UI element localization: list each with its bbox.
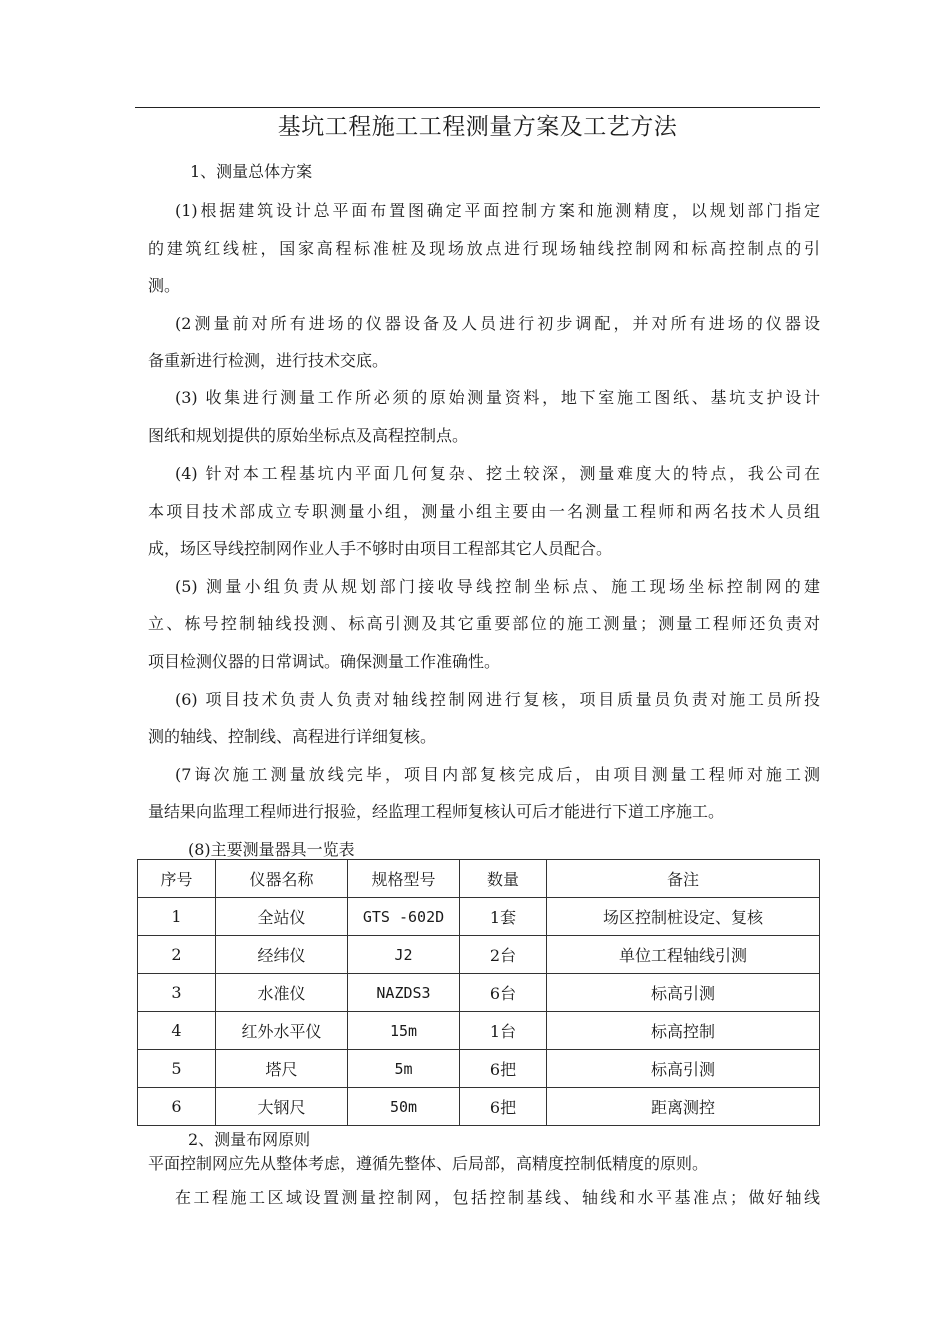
table-cell: 4 <box>138 1012 216 1050</box>
table-cell: 1套 <box>460 898 547 936</box>
paragraph-7-line-1: (7诲次施工测量放线完毕，项目内部复核完成后，由项目测量工程师对施工测 <box>175 765 820 784</box>
table-cell: 1台 <box>460 1012 547 1050</box>
paragraph-5-line-2: 立、栋号控制轴线投测、标高引测及其它重要部位的施工测量；测量工程师还负责对 <box>148 614 820 633</box>
table-cell: 50m <box>348 1088 460 1126</box>
table-header-cell: 数量 <box>460 860 547 898</box>
paragraph-3-line-2: 图纸和规划提供的原始坐标点及高程控制点。 <box>148 426 469 445</box>
table-header-cell: 规格型号 <box>348 860 460 898</box>
paragraph-1-line-1: (1)根据建筑设计总平面布置图确定平面控制方案和施测精度，以规划部门指定 <box>175 201 820 220</box>
paragraph-4-line-2: 本项目技术部成立专职测量小组，测量小组主要由一名测量工程师和两名技术人员组 <box>148 502 820 521</box>
table-cell: 大钢尺 <box>216 1088 348 1126</box>
paragraph-5-line-3: 项目检测仪器的日常调试。确保测量工作准确性。 <box>148 652 501 671</box>
table-cell: NAZDS3 <box>348 974 460 1012</box>
table-cell: 1 <box>138 898 216 936</box>
table-cell: 场区控制桩设定、复核 <box>547 898 820 936</box>
paragraph-4-line-1: (4) 针对本工程基坑内平面几何复杂、挖土较深，测量难度大的特点，我公司在 <box>175 464 820 483</box>
table-cell: 标高控制 <box>547 1012 820 1050</box>
section-heading-1: 1、测量总体方案 <box>190 162 313 181</box>
paragraph-2-line-2: 备重新进行检测，进行技术交底。 <box>148 351 389 370</box>
table-row <box>138 898 820 936</box>
table-cell: GTS -602D <box>348 898 460 936</box>
section-2-paragraph-1: 平面控制网应先从整体考虑，遵循先整体、后局部，高精度控制低精度的原则。 <box>148 1154 709 1173</box>
table-cell: 2台 <box>460 936 547 974</box>
table-cell: 标高引测 <box>547 1050 820 1088</box>
paragraph-6-line-2: 测的轴线、控制线、高程进行详细复核。 <box>148 727 437 746</box>
table-cell: 15m <box>348 1012 460 1050</box>
table-cell: 单位工程轴线引测 <box>547 936 820 974</box>
table-cell: 2 <box>138 936 216 974</box>
table-row <box>138 974 820 1012</box>
table-cell: 5m <box>348 1050 460 1088</box>
section-heading-2: 2、测量布网原则 <box>188 1130 311 1149</box>
table-cell: 6 <box>138 1088 216 1126</box>
document-title: 基坑工程施工工程测量方案及工艺方法 <box>277 114 678 140</box>
table-row <box>138 1012 820 1050</box>
table-cell: 3 <box>138 974 216 1012</box>
paragraph-5-line-1: (5) 测量小组负责从规划部门接收导线控制坐标点、施工现场坐标控制网的建 <box>175 577 820 596</box>
table-cell: 全站仪 <box>216 898 348 936</box>
paragraph-3-line-1: (3) 收集进行测量工作所必须的原始测量资料，地下室施工图纸、基坑支护设计 <box>175 388 820 407</box>
table-cell: 红外水平仪 <box>216 1012 348 1050</box>
paragraph-1-line-2: 的建筑红线桩，国家高程标准桩及现场放点进行现场轴线控制网和标高控制点的引 <box>148 239 820 258</box>
table-cell: J2 <box>348 936 460 974</box>
table-cell: 经纬仪 <box>216 936 348 974</box>
paragraph-2-line-1: (2测量前对所有进场的仪器设备及人员进行初步调配，并对所有进场的仪器设 <box>175 314 820 333</box>
table-cell: 塔尺 <box>216 1050 348 1088</box>
table-row <box>138 1088 820 1126</box>
table-cell: 水准仪 <box>216 974 348 1012</box>
table-header-cell: 备注 <box>547 860 820 898</box>
section-2-paragraph-2: 在工程施工区域设置测量控制网，包括控制基线、轴线和水平基准点；做好轴线 <box>175 1188 820 1207</box>
table-row <box>138 936 820 974</box>
table-header-row <box>138 860 820 898</box>
table-header-cell: 仪器名称 <box>216 860 348 898</box>
table-header-cell: 序号 <box>138 860 216 898</box>
table-cell: 6把 <box>460 1088 547 1126</box>
table-cell: 距离测控 <box>547 1088 820 1126</box>
instrument-table <box>137 859 820 1126</box>
header-rule <box>135 107 820 108</box>
table-cell: 5 <box>138 1050 216 1088</box>
paragraph-6-line-1: (6) 项目技术负责人负责对轴线控制网进行复核，项目质量员负责对施工员所投 <box>175 690 820 709</box>
paragraph-7-line-2: 量结果向监理工程师进行报验，经监理工程师复核认可后才能进行下道工序施工。 <box>148 802 725 821</box>
table-caption: (8)主要测量器具一览表 <box>188 840 355 859</box>
table-row <box>138 1050 820 1088</box>
table-cell: 6台 <box>460 974 547 1012</box>
table-cell: 6把 <box>460 1050 547 1088</box>
table-cell: 标高引测 <box>547 974 820 1012</box>
paragraph-1-line-3: 测。 <box>148 276 181 295</box>
paragraph-4-line-3: 成，场区导线控制网作业人手不够时由项目工程部其它人员配合。 <box>148 539 613 558</box>
